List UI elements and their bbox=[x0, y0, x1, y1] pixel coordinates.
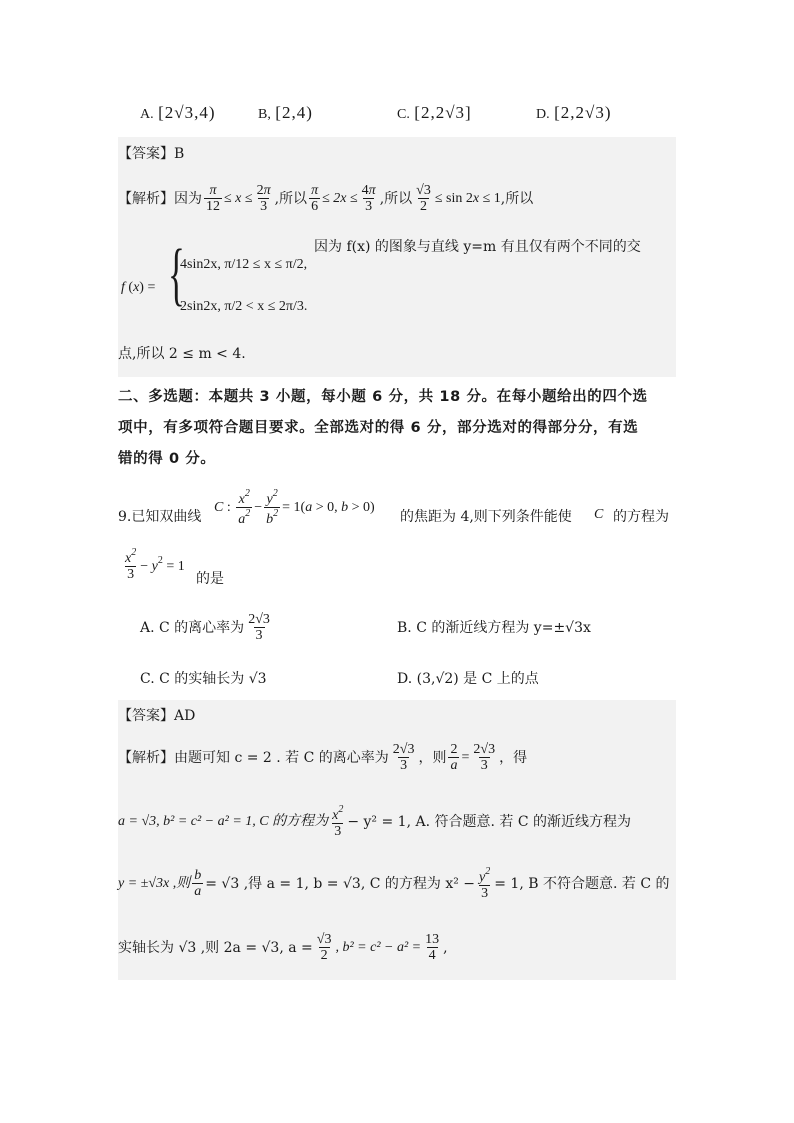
q8-fx-label: f (x) = bbox=[121, 280, 156, 295]
q9-option-c: C. C 的实轴长为 √3 bbox=[140, 671, 267, 687]
q8-piece1: 4sin2x, π/12 ≤ x ≤ π/2, bbox=[180, 257, 308, 272]
q9-suffix: 的方程为 bbox=[613, 509, 669, 525]
option-d-value: [2,2√3) bbox=[554, 103, 612, 122]
q9-target-equation: $\frac{x^2}{3}$ − $y^2 = 1$ bbox=[125, 547, 185, 583]
q9-hyperbola-equation: C : $\frac{x^2}{a^2}$ − $\frac{y^2}{b^2}$ = 1(a > 0, b > 0) bbox=[214, 488, 375, 528]
section2-title-line3: 错的得 0 分。 bbox=[118, 451, 216, 467]
q8-analysis-line3: 点,所以 2 ≤ m < 4. bbox=[118, 346, 246, 362]
option-c-value: [2,2√3] bbox=[414, 103, 472, 122]
q9-middle: 的焦距为 4,则下列条件能使 bbox=[400, 509, 572, 525]
q9-option-d: D. (3,√2) 是 C 上的点 bbox=[397, 671, 539, 687]
q8-analysis-line1: 【解析】 因为 $\frac{\pi}{12}$ ≤ x ≤ $\frac{2\pi}{3}$ ,所以 $\frac{\pi}{6}$ ≤ 2x ≤ $\frac{4\pi}{3}$ ,所以 $\frac{√3}{2}$ ≤ sin 2x ≤ 1 ,所以 bbox=[118, 183, 534, 215]
q9-analysis-line2: a = √3, b² = c² − a² = 1, C 的方程为 $\frac{x^2}{3}$ − y² = 1, A. 符合题意. 若 C 的渐近线方程为 bbox=[118, 804, 632, 840]
q9-option-b: B. C 的渐近线方程为 y=±√3x bbox=[397, 620, 591, 636]
q9-analysis-line4: 实轴长为 √3 ,则 2a = √3, a = $\frac{√3}{2}$ , b² = c² − a² = $\frac{13}{4}$ , bbox=[118, 932, 448, 964]
q9-option-a: A. C 的离心率为 $\frac{2√3}{3}$ bbox=[140, 612, 270, 644]
option-b-value: [2,4) bbox=[275, 103, 313, 122]
q9-analysis-line1: 【解析】 由题可知 c = 2 . 若 C 的离心率为 $\frac{2√3}{3}$ ，则 $\frac{2}{a}$ = $\frac{2√3}{3}$ ，得 bbox=[118, 742, 528, 774]
q8-piecewise-brace: { bbox=[168, 236, 185, 313]
q9-prefix: 9.已知双曲线 bbox=[118, 509, 202, 525]
option-c: C. [2,2√3] bbox=[397, 103, 472, 122]
section2-title-line2: 项中，有多项符合题目要求。全部选对的得 6 分，部分选对的得部分分，有选 bbox=[118, 420, 639, 436]
option-b: B, [2,4) bbox=[258, 103, 313, 122]
q8-answer-label: 【答案】B bbox=[118, 146, 185, 162]
q9-analysis-line3: y = ±√3x ,则 $\frac{b}{a}$ = √3 ,得 a = 1, b = √3, C 的方程为 x² − $\frac{y^2}{3}$ = 1, B 不符合题意. 若 C 的 bbox=[118, 866, 670, 902]
q9-tail: 的是 bbox=[196, 571, 224, 587]
q8-piece2: 2sin2x, π/2 < x ≤ 2π/3. bbox=[180, 299, 308, 314]
section2-title-line1: 二、多选题：本题共 3 小题，每小题 6 分，共 18 分。在每小题给出的四个选 bbox=[118, 389, 648, 405]
q9-answer-label: 【答案】AD bbox=[118, 708, 196, 724]
q8-analysis-line2: 因为 f(x) 的图象与直线 y=m 有且仅有两个不同的交 bbox=[314, 239, 641, 255]
option-a-value: [2√3,4) bbox=[158, 103, 216, 122]
option-d: D. [2,2√3) bbox=[536, 103, 612, 122]
option-a: A. [2√3,4) bbox=[140, 103, 216, 122]
q9-c-symbol: C bbox=[594, 507, 604, 522]
